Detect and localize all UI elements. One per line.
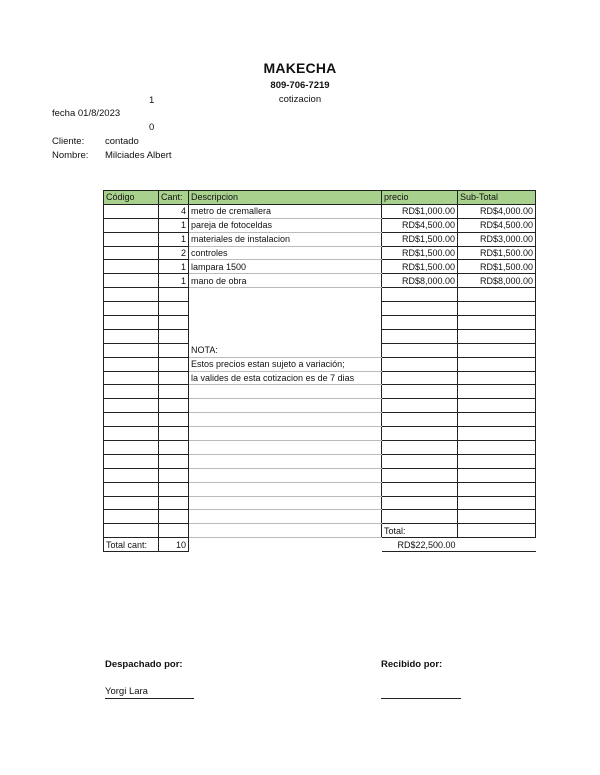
cliente-label: Cliente: [52, 136, 85, 147]
empty-row [104, 496, 536, 510]
empty-row [104, 399, 536, 413]
company-name: MAKECHA [263, 60, 337, 76]
item-codigo [104, 260, 159, 274]
note-row [104, 357, 536, 371]
empty-row [104, 441, 536, 455]
total-cant-label: Total cant: [104, 538, 159, 552]
item-descripcion: lampara 1500 [189, 260, 382, 274]
item-codigo [104, 274, 159, 288]
total-cant-value: 10 [159, 538, 189, 552]
item-subtotal: RD$1,500.00 [458, 260, 536, 274]
table-header-row [104, 191, 536, 205]
item-cant: 1 [159, 218, 189, 232]
company-phone: 809-706-7219 [270, 80, 330, 91]
table-row [104, 204, 536, 218]
item-descripcion: metro de cremallera [189, 204, 382, 218]
item-precio: RD$1,500.00 [382, 246, 458, 260]
item-subtotal: RD$1,500.00 [458, 246, 536, 260]
empty-row [104, 288, 536, 302]
empty-row [104, 427, 536, 441]
quote-date: fecha 01/8/2023 [52, 108, 121, 119]
empty-row [104, 316, 536, 330]
recibido-signature-line [381, 698, 461, 699]
document-type: cotizacion [278, 94, 322, 105]
item-subtotal: RD$4,500.00 [458, 218, 536, 232]
item-descripcion: controles [189, 246, 382, 260]
quote-number: 1 [149, 95, 155, 106]
empty-row [104, 482, 536, 496]
note-row [104, 343, 536, 357]
item-precio: RD$1,000.00 [382, 204, 458, 218]
header-descripcion: Descripcion [189, 191, 382, 205]
header-subtotal: Sub-Total [458, 191, 536, 205]
despachado-label: Despachado por: [105, 659, 183, 670]
empty-row [104, 454, 536, 468]
note-title: NOTA: [189, 343, 382, 357]
total-label: Total: [382, 524, 458, 538]
item-cant: 1 [159, 260, 189, 274]
item-codigo [104, 246, 159, 260]
despachado-signature-line [105, 698, 194, 699]
item-cant: 4 [159, 204, 189, 218]
item-cant: 1 [159, 232, 189, 246]
empty-row [104, 329, 536, 343]
recibido-label: Recibido por: [381, 659, 443, 670]
despachado-name: Yorgi Lara [105, 686, 148, 697]
header-codigo: Código [104, 191, 159, 205]
item-subtotal: RD$4,000.00 [458, 204, 536, 218]
table-row [104, 232, 536, 246]
total-label-row [104, 524, 536, 538]
total-row [104, 538, 536, 552]
item-codigo [104, 218, 159, 232]
item-descripcion: materiales de instalacion [189, 232, 382, 246]
item-descripcion: mano de obra [189, 274, 382, 288]
header-precio: precio [382, 191, 458, 205]
item-cant: 2 [159, 246, 189, 260]
nombre-label: Nombre: [52, 150, 89, 161]
table-row [104, 218, 536, 232]
empty-row [104, 510, 536, 524]
item-precio: RD$1,500.00 [382, 232, 458, 246]
item-subtotal: RD$3,000.00 [458, 232, 536, 246]
item-precio: RD$8,000.00 [382, 274, 458, 288]
nombre-value: Milciades Albert [105, 150, 172, 161]
empty-row [104, 413, 536, 427]
table-row [104, 246, 536, 260]
item-codigo [104, 204, 159, 218]
empty-row [104, 302, 536, 316]
item-codigo [104, 232, 159, 246]
item-cant: 1 [159, 274, 189, 288]
header-cant: Cant: [159, 191, 189, 205]
empty-row [104, 468, 536, 482]
note-row [104, 371, 536, 385]
note-line: la valides de esta cotizacion es de 7 dias [189, 371, 382, 385]
quote-counter: 0 [149, 122, 155, 133]
note-line: Estos precios estan sujeto a variación; [189, 357, 382, 371]
quote-table [103, 190, 536, 552]
item-precio: RD$1,500.00 [382, 260, 458, 274]
item-precio: RD$4,500.00 [382, 218, 458, 232]
total-value: RD$22,500.00 [382, 538, 458, 552]
table-row [104, 274, 536, 288]
empty-row [104, 385, 536, 399]
table-row [104, 260, 536, 274]
item-subtotal: RD$8,000.00 [458, 274, 536, 288]
item-descripcion: pareja de fotoceldas [189, 218, 382, 232]
cliente-value: contado [105, 136, 139, 147]
